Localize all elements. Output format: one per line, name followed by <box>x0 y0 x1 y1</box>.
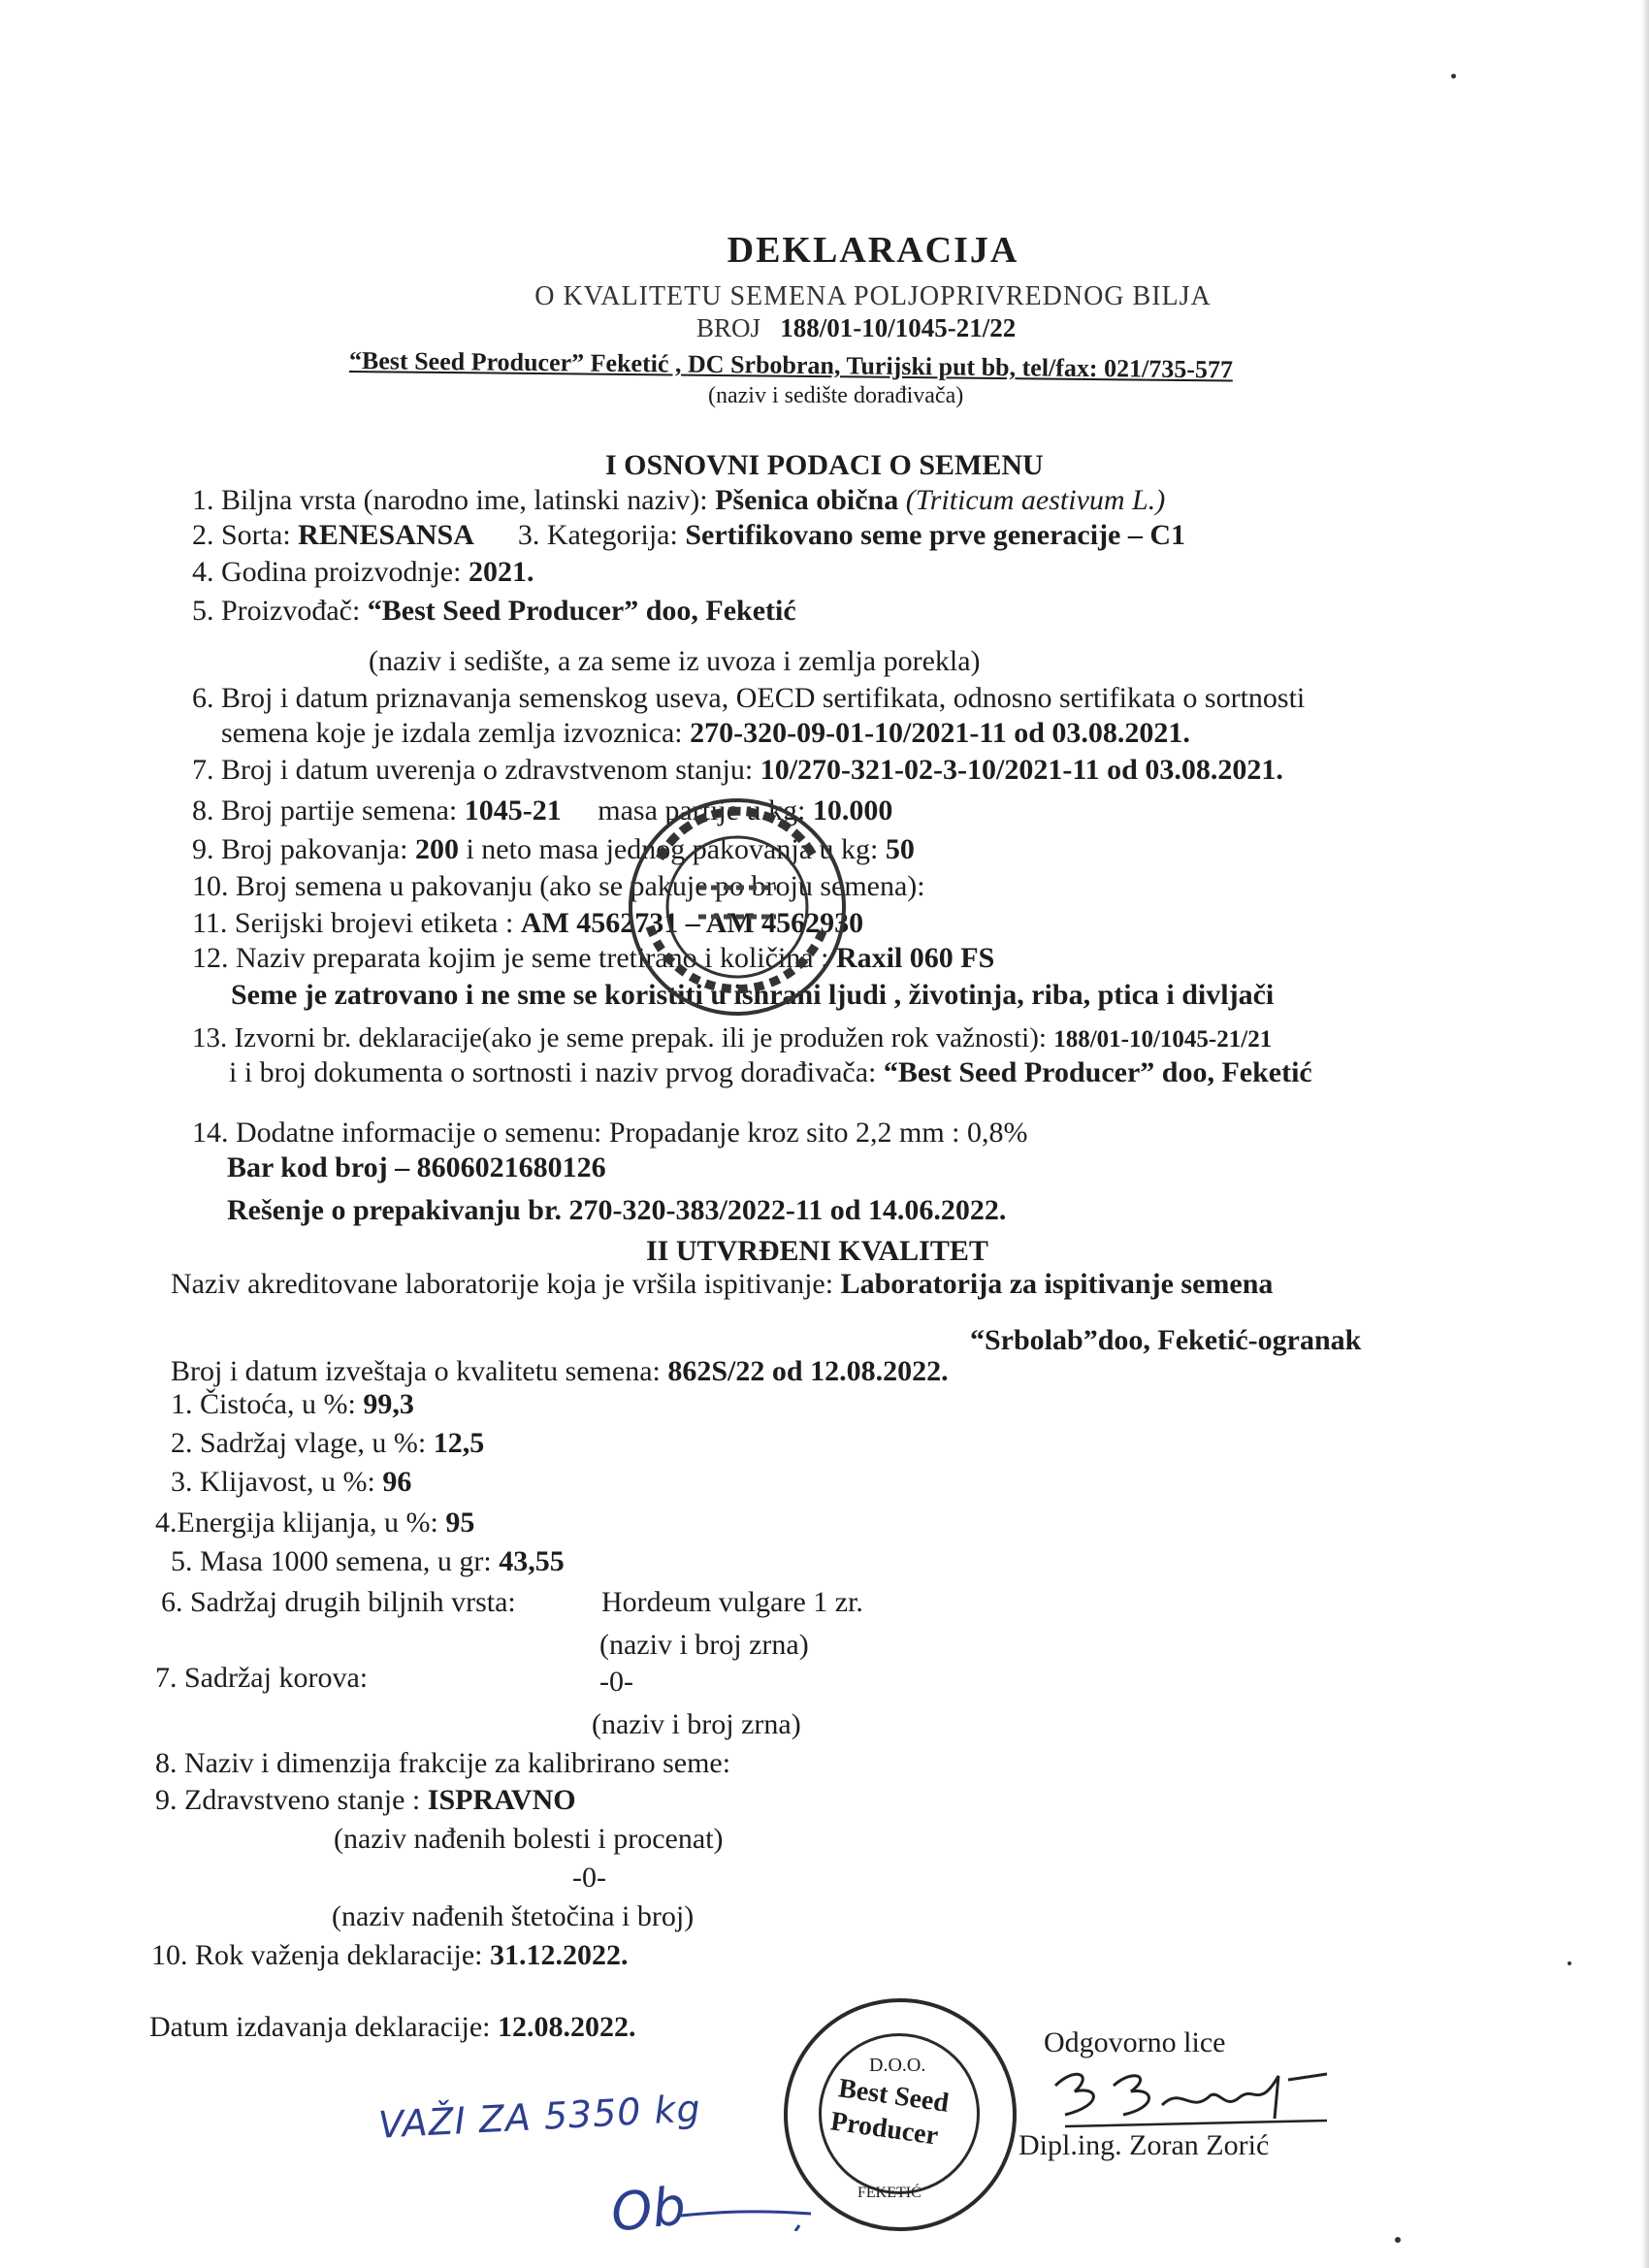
company-stamp <box>784 1998 1017 2231</box>
quality-10 <box>151 1938 629 1973</box>
handwritten-note: VAŽI ZA 5350 kg <box>377 2087 702 2147</box>
quality-2-label: 2. Sadržaj vlage, u %: <box>171 1427 434 1459</box>
quality-6-value: Hordeum vulgare 1 zr. <box>601 1586 863 1618</box>
stamp-doo: D.O.O. <box>869 2055 926 2076</box>
handwritten-initials: Ob <box>607 2175 689 2244</box>
quality-10-label: 10. Rok važenja deklaracije: <box>151 1939 491 1971</box>
issue-date <box>149 2010 636 2045</box>
quality-3-label: 3. Klijavost, u %: <box>171 1466 383 1498</box>
quality-9-caption-b: (naziv nađenih štetočina i broj) <box>332 1900 695 1932</box>
item-2-3 <box>192 518 1185 553</box>
item-4-label: 4. Godina proizvodnje: <box>192 556 469 588</box>
quality-9-label: 9. Zdravstveno stanje : <box>155 1784 428 1816</box>
item-1-label: 1. Biljna vrsta (narodno ime, latinski naziv): <box>192 484 716 516</box>
lab-value-b: “Srbolab”doo, Feketić-ogranak <box>970 1324 1362 1356</box>
item-2-label: 2. Sorta: <box>192 519 299 551</box>
quality-9 <box>155 1783 576 1818</box>
quality-10-value: 31.12.2022. <box>490 1939 629 1971</box>
quality-1-label: 1. Čistoća, u %: <box>171 1388 364 1420</box>
item-11-value: AM 4562731 – AM 4562930 <box>520 907 864 939</box>
quality-5 <box>171 1544 565 1579</box>
quality-4-value: 95 <box>445 1507 475 1539</box>
broj-value: 188/01-10/1045-21/22 <box>780 313 1017 342</box>
item-5-caption: (naziv i sedište, a za seme iz uvoza i zemlja porekla) <box>369 645 981 677</box>
quality-9-value-b: -0- <box>572 1862 606 1894</box>
item-8-mass-value: 10.000 <box>812 794 893 826</box>
item-13-value-b: “Best Seed Producer” doo, Feketić <box>883 1056 1312 1088</box>
item-13-line-a <box>192 1021 1272 1057</box>
quality-1-value: 99,3 <box>363 1388 414 1420</box>
processor-caption: (naziv i sedište dorađivača) <box>708 383 964 408</box>
section1-heading: I OSNOVNI PODACI O SEMENU <box>605 449 1044 481</box>
quality-5-value: 43,55 <box>499 1545 565 1577</box>
item-12-value: Raxil 060 FS <box>835 942 995 974</box>
item-8-label: 8. Broj partije semena: <box>192 794 465 826</box>
item-2-value: RENESANSA <box>298 519 474 551</box>
quality-3 <box>171 1465 411 1500</box>
speck <box>1395 2237 1401 2243</box>
quality-9-caption-a: (naziv nađenih bolesti i procenat) <box>334 1823 724 1855</box>
quality-1 <box>171 1387 414 1422</box>
initials-underline <box>679 2192 815 2231</box>
item-13-line-b <box>229 1055 1312 1090</box>
item-13-label-b: i i broj dokumenta o sortnosti i naziv prvog dorađivača: <box>229 1056 884 1088</box>
lab-line-a <box>171 1267 1273 1302</box>
lab-stamp <box>621 791 854 1023</box>
item-12 <box>192 941 994 976</box>
item-6-line-b <box>221 716 1190 751</box>
stamp-feketic: FEKETIĆ <box>857 2185 922 2201</box>
quality-7-value: -0- <box>599 1666 633 1698</box>
document-subtitle: O KVALITETU SEMENA POLJOPRIVREDNOG BILJA <box>534 281 1212 311</box>
item-5-value: “Best Seed Producer” doo, Feketić <box>367 595 796 627</box>
speck <box>1568 1961 1571 1965</box>
item-6-value: 270-320-09-01-10/2021-11 od 03.08.2021. <box>690 717 1190 749</box>
item-9-value: 200 <box>414 833 459 865</box>
broj-label: BROJ <box>696 313 761 342</box>
lab-label: Naziv akreditovane laboratorije koja je vršila ispitivanje: <box>171 1268 841 1300</box>
page-edge-shadow <box>1641 0 1649 2268</box>
quality-2 <box>171 1426 484 1461</box>
item-9-mid: i neto masa jednog pakovanja u kg: <box>458 833 886 865</box>
item-14: 14. Dodatne informacije o semenu: Propadanje kroz sito 2,2 mm : 0,8% <box>192 1117 1028 1149</box>
item-11-label: 11. Serijski brojevi etiketa : <box>192 907 521 939</box>
processor-line: “Best Seed Producer” Feketić , DC Srbobran, Turijski put bb, tel/fax: 021/735-577 <box>348 346 1234 384</box>
signature <box>1046 2057 1337 2144</box>
item-7-label: 7. Broj i datum uverenja o zdravstvenom stanju: <box>192 754 760 786</box>
speck <box>1451 74 1456 79</box>
item-3-value: Sertifikovano seme prve generacije – C1 <box>685 519 1186 551</box>
quality-7-caption: (naziv i broj zrna) <box>592 1708 801 1740</box>
stamp-producer: Producer <box>828 2106 941 2152</box>
item-7-value: 10/270-321-02-3-10/2021-11 od 03.08.2021. <box>760 754 1283 786</box>
item-1-value: Pšenica obična <box>715 484 906 516</box>
report-label: Broj i datum izveštaja o kvalitetu semena: <box>171 1355 668 1387</box>
quality-5-label: 5. Masa 1000 semena, u gr: <box>171 1545 500 1577</box>
report-value: 862S/22 od 12.08.2022. <box>667 1355 949 1387</box>
quality-4 <box>155 1506 474 1540</box>
item-6-line-a: 6. Broj i datum priznavanja semenskog useva, OECD sertifikata, odnosno sertifikata o sortnosti <box>192 682 1306 714</box>
document-number <box>696 310 1016 345</box>
item-9-mass-value: 50 <box>885 833 915 865</box>
responsible-name: Dipl.ing. Zoran Zorić <box>1018 2129 1270 2161</box>
item-12-label: 12. Naziv preparata kojim je seme tretirano i količina : <box>192 942 836 974</box>
item-9-label: 9. Broj pakovanja: <box>192 833 415 865</box>
item-6-label: semena koje je izdala zemlja izvoznica: <box>221 717 691 749</box>
report-line <box>171 1354 949 1389</box>
section2-heading: II UTVRĐENI KVALITET <box>646 1235 988 1267</box>
quality-2-value: 12,5 <box>433 1427 485 1459</box>
item-14-barcode: Bar kod broj – 8606021680126 <box>227 1151 606 1183</box>
item-12-warning: Seme je zatrovano i ne sme se koristiti u ishrani ljudi , životinja, riba, ptica i divljači <box>231 979 1275 1011</box>
item-3-label: 3. Kategorija: <box>517 519 686 551</box>
item-5 <box>192 594 796 629</box>
quality-3-value: 96 <box>382 1466 412 1498</box>
item-4-value: 2021. <box>468 556 534 588</box>
issue-date-value: 12.08.2022. <box>498 2011 636 2043</box>
item-13-label-a: 13. Izvorni br. deklaracije(ako je seme prepak. ili je produžen rok važnosti): <box>192 1022 1054 1053</box>
issue-date-label: Datum izdavanja deklaracije: <box>149 2011 498 2043</box>
item-1 <box>192 483 1165 518</box>
document-title: DEKLARACIJA <box>727 230 1019 271</box>
item-5-label: 5. Proizvođač: <box>192 595 368 627</box>
item-14-resenje: Rešenje o prepakivanju br. 270-320-383/2022-11 od 14.06.2022. <box>227 1194 1007 1226</box>
item-10: 10. Broj semena u pakovanju (ako se pakuje po broju semena): <box>192 870 925 902</box>
item-7 <box>192 753 1283 788</box>
item-8-value: 1045-21 <box>464 794 562 826</box>
quality-7-label: 7. Sadržaj korova: <box>155 1662 369 1694</box>
quality-9-value: ISPRAVNO <box>427 1784 576 1816</box>
item-4 <box>192 555 534 590</box>
lab-value-a: Laboratorija za ispitivanje semena <box>840 1268 1274 1300</box>
item-8-mass-label: masa partije u kg: <box>598 794 813 826</box>
stamp-best-seed: Best Seed <box>836 2073 951 2119</box>
responsible-label: Odgovorno lice <box>1044 2026 1226 2058</box>
quality-4-label: 4.Energija klijanja, u %: <box>155 1507 446 1539</box>
quality-6-label: 6. Sadržaj drugih biljnih vrsta: <box>161 1586 516 1618</box>
quality-8: 8. Naziv i dimenzija frakcije za kalibrirano seme: <box>155 1747 731 1779</box>
quality-6-caption: (naziv i broj zrna) <box>599 1629 809 1661</box>
item-13-value-a: 188/01-10/1045-21/21 <box>1053 1026 1273 1053</box>
item-1-latin: (Triticum aestivum L.) <box>905 484 1166 516</box>
